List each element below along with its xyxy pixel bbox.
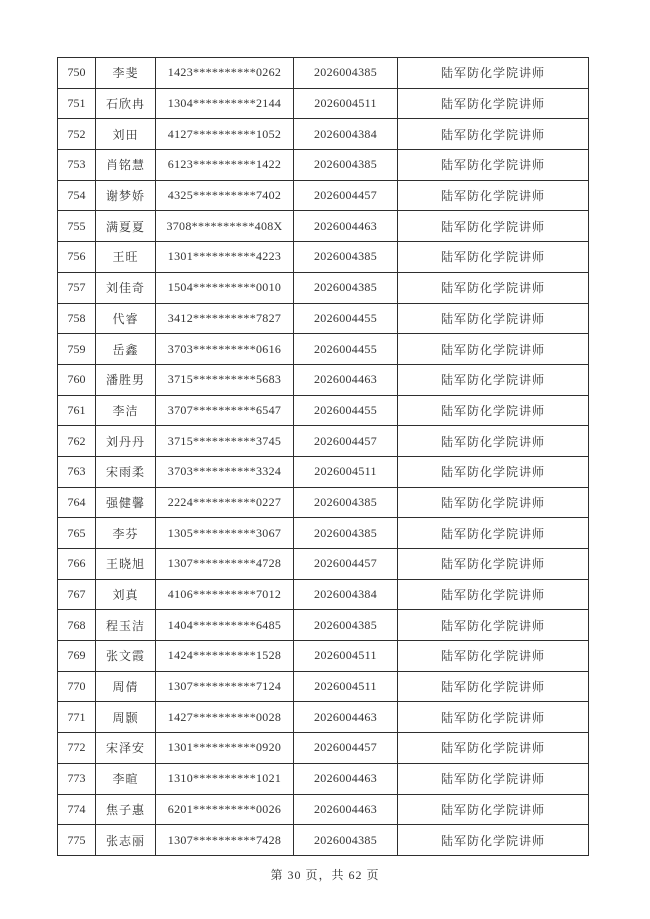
table-row <box>58 763 589 794</box>
table-row <box>58 334 589 365</box>
id-number-cell: 4325**********7402 <box>156 180 294 211</box>
table-row <box>58 426 589 457</box>
table-row <box>58 303 589 334</box>
table-row <box>58 487 589 518</box>
table-row <box>58 794 589 825</box>
name-cell: 周颢 <box>96 702 156 733</box>
code-cell: 2026004457 <box>294 549 398 580</box>
table-row <box>58 671 589 702</box>
roster-table-body <box>58 58 589 856</box>
row-number-cell: 767 <box>58 579 96 610</box>
code-cell: 2026004463 <box>294 763 398 794</box>
id-number-cell: 1304**********2144 <box>156 88 294 119</box>
name-cell: 代睿 <box>96 303 156 334</box>
job-title-cell: 陆军防化学院讲师 <box>398 58 589 89</box>
id-number-cell: 1301**********0920 <box>156 733 294 764</box>
id-number-cell: 4127**********1052 <box>156 119 294 150</box>
row-number-cell: 768 <box>58 610 96 641</box>
name-cell: 肖铭慧 <box>96 150 156 181</box>
job-title-cell: 陆军防化学院讲师 <box>398 641 589 672</box>
name-cell: 李斐 <box>96 58 156 89</box>
row-number-cell: 752 <box>58 119 96 150</box>
id-number-cell: 6123**********1422 <box>156 150 294 181</box>
table-row <box>58 702 589 733</box>
row-number-cell: 764 <box>58 487 96 518</box>
table-row <box>58 549 589 580</box>
code-cell: 2026004511 <box>294 88 398 119</box>
code-cell: 2026004385 <box>294 242 398 273</box>
code-cell: 2026004455 <box>294 395 398 426</box>
table-row <box>58 58 589 89</box>
row-number-cell: 750 <box>58 58 96 89</box>
table-row <box>58 579 589 610</box>
id-number-cell: 1427**********0028 <box>156 702 294 733</box>
row-number-cell: 757 <box>58 272 96 303</box>
job-title-cell: 陆军防化学院讲师 <box>398 119 589 150</box>
table-row <box>58 88 589 119</box>
id-number-cell: 2224**********0227 <box>156 487 294 518</box>
row-number-cell: 753 <box>58 150 96 181</box>
job-title-cell: 陆军防化学院讲师 <box>398 303 589 334</box>
name-cell: 张文霞 <box>96 641 156 672</box>
id-number-cell: 3703**********0616 <box>156 334 294 365</box>
table-row <box>58 211 589 242</box>
name-cell: 岳鑫 <box>96 334 156 365</box>
job-title-cell: 陆军防化学院讲师 <box>398 549 589 580</box>
id-number-cell: 6201**********0026 <box>156 794 294 825</box>
id-number-cell: 1310**********1021 <box>156 763 294 794</box>
job-title-cell: 陆军防化学院讲师 <box>398 180 589 211</box>
id-number-cell: 1307**********7428 <box>156 825 294 856</box>
table-row <box>58 364 589 395</box>
id-number-cell: 1301**********4223 <box>156 242 294 273</box>
table-row <box>58 242 589 273</box>
id-number-cell: 1307**********4728 <box>156 549 294 580</box>
name-cell: 张志丽 <box>96 825 156 856</box>
row-number-cell: 759 <box>58 334 96 365</box>
job-title-cell: 陆军防化学院讲师 <box>398 456 589 487</box>
table-row <box>58 272 589 303</box>
table-row <box>58 610 589 641</box>
name-cell: 焦子惠 <box>96 794 156 825</box>
id-number-cell: 4106**********7012 <box>156 579 294 610</box>
code-cell: 2026004511 <box>294 671 398 702</box>
job-title-cell: 陆军防化学院讲师 <box>398 671 589 702</box>
code-cell: 2026004457 <box>294 426 398 457</box>
job-title-cell: 陆军防化学院讲师 <box>398 825 589 856</box>
code-cell: 2026004463 <box>294 794 398 825</box>
table-row <box>58 119 589 150</box>
row-number-cell: 756 <box>58 242 96 273</box>
id-number-cell: 1307**********7124 <box>156 671 294 702</box>
name-cell: 谢梦娇 <box>96 180 156 211</box>
code-cell: 2026004455 <box>294 303 398 334</box>
name-cell: 王晓旭 <box>96 549 156 580</box>
id-number-cell: 1423**********0262 <box>156 58 294 89</box>
row-number-cell: 774 <box>58 794 96 825</box>
code-cell: 2026004457 <box>294 180 398 211</box>
id-number-cell: 1404**********6485 <box>156 610 294 641</box>
table-row <box>58 180 589 211</box>
name-cell: 宋泽安 <box>96 733 156 764</box>
name-cell: 宋雨柔 <box>96 456 156 487</box>
job-title-cell: 陆军防化学院讲师 <box>398 702 589 733</box>
job-title-cell: 陆军防化学院讲师 <box>398 426 589 457</box>
code-cell: 2026004385 <box>294 825 398 856</box>
name-cell: 潘胜男 <box>96 364 156 395</box>
job-title-cell: 陆军防化学院讲师 <box>398 610 589 641</box>
code-cell: 2026004385 <box>294 150 398 181</box>
table-row <box>58 825 589 856</box>
code-cell: 2026004463 <box>294 702 398 733</box>
row-number-cell: 769 <box>58 641 96 672</box>
name-cell: 李洁 <box>96 395 156 426</box>
row-number-cell: 761 <box>58 395 96 426</box>
id-number-cell: 1424**********1528 <box>156 641 294 672</box>
job-title-cell: 陆军防化学院讲师 <box>398 733 589 764</box>
code-cell: 2026004385 <box>294 272 398 303</box>
table-row <box>58 395 589 426</box>
row-number-cell: 763 <box>58 456 96 487</box>
name-cell: 刘丹丹 <box>96 426 156 457</box>
job-title-cell: 陆军防化学院讲师 <box>398 579 589 610</box>
id-number-cell: 3412**********7827 <box>156 303 294 334</box>
row-number-cell: 758 <box>58 303 96 334</box>
name-cell: 王旺 <box>96 242 156 273</box>
job-title-cell: 陆军防化学院讲师 <box>398 334 589 365</box>
row-number-cell: 773 <box>58 763 96 794</box>
job-title-cell: 陆军防化学院讲师 <box>398 211 589 242</box>
job-title-cell: 陆军防化学院讲师 <box>398 794 589 825</box>
page-footer: 第 30 页，共 62 页 <box>270 868 380 882</box>
row-number-cell: 766 <box>58 549 96 580</box>
code-cell: 2026004511 <box>294 641 398 672</box>
row-number-cell: 770 <box>58 671 96 702</box>
row-number-cell: 755 <box>58 211 96 242</box>
job-title-cell: 陆军防化学院讲师 <box>398 88 589 119</box>
name-cell: 李芬 <box>96 518 156 549</box>
code-cell: 2026004385 <box>294 58 398 89</box>
job-title-cell: 陆军防化学院讲师 <box>398 763 589 794</box>
job-title-cell: 陆军防化学院讲师 <box>398 150 589 181</box>
name-cell: 强健馨 <box>96 487 156 518</box>
id-number-cell: 3703**********3324 <box>156 456 294 487</box>
row-number-cell: 771 <box>58 702 96 733</box>
table-row <box>58 518 589 549</box>
name-cell: 刘真 <box>96 579 156 610</box>
code-cell: 2026004385 <box>294 487 398 518</box>
code-cell: 2026004385 <box>294 610 398 641</box>
code-cell: 2026004463 <box>294 364 398 395</box>
job-title-cell: 陆军防化学院讲师 <box>398 395 589 426</box>
id-number-cell: 1305**********3067 <box>156 518 294 549</box>
code-cell: 2026004463 <box>294 211 398 242</box>
row-number-cell: 754 <box>58 180 96 211</box>
row-number-cell: 765 <box>58 518 96 549</box>
code-cell: 2026004511 <box>294 456 398 487</box>
row-number-cell: 751 <box>58 88 96 119</box>
id-number-cell: 3708**********408X <box>156 211 294 242</box>
table-row <box>58 733 589 764</box>
row-number-cell: 762 <box>58 426 96 457</box>
id-number-cell: 3715**********5683 <box>156 364 294 395</box>
id-number-cell: 3707**********6547 <box>156 395 294 426</box>
job-title-cell: 陆军防化学院讲师 <box>398 272 589 303</box>
job-title-cell: 陆军防化学院讲师 <box>398 242 589 273</box>
row-number-cell: 772 <box>58 733 96 764</box>
job-title-cell: 陆军防化学院讲师 <box>398 364 589 395</box>
code-cell: 2026004455 <box>294 334 398 365</box>
id-number-cell: 1504**********0010 <box>156 272 294 303</box>
code-cell: 2026004457 <box>294 733 398 764</box>
name-cell: 李暄 <box>96 763 156 794</box>
table-row <box>58 150 589 181</box>
job-title-cell: 陆军防化学院讲师 <box>398 487 589 518</box>
name-cell: 石欣冉 <box>96 88 156 119</box>
table-row <box>58 641 589 672</box>
roster-table <box>57 57 589 856</box>
row-number-cell: 760 <box>58 364 96 395</box>
code-cell: 2026004384 <box>294 579 398 610</box>
name-cell: 满夏夏 <box>96 211 156 242</box>
row-number-cell: 775 <box>58 825 96 856</box>
id-number-cell: 3715**********3745 <box>156 426 294 457</box>
name-cell: 刘田 <box>96 119 156 150</box>
name-cell: 程玉洁 <box>96 610 156 641</box>
code-cell: 2026004384 <box>294 119 398 150</box>
job-title-cell: 陆军防化学院讲师 <box>398 518 589 549</box>
code-cell: 2026004385 <box>294 518 398 549</box>
name-cell: 周倩 <box>96 671 156 702</box>
name-cell: 刘佳奇 <box>96 272 156 303</box>
table-row <box>58 456 589 487</box>
